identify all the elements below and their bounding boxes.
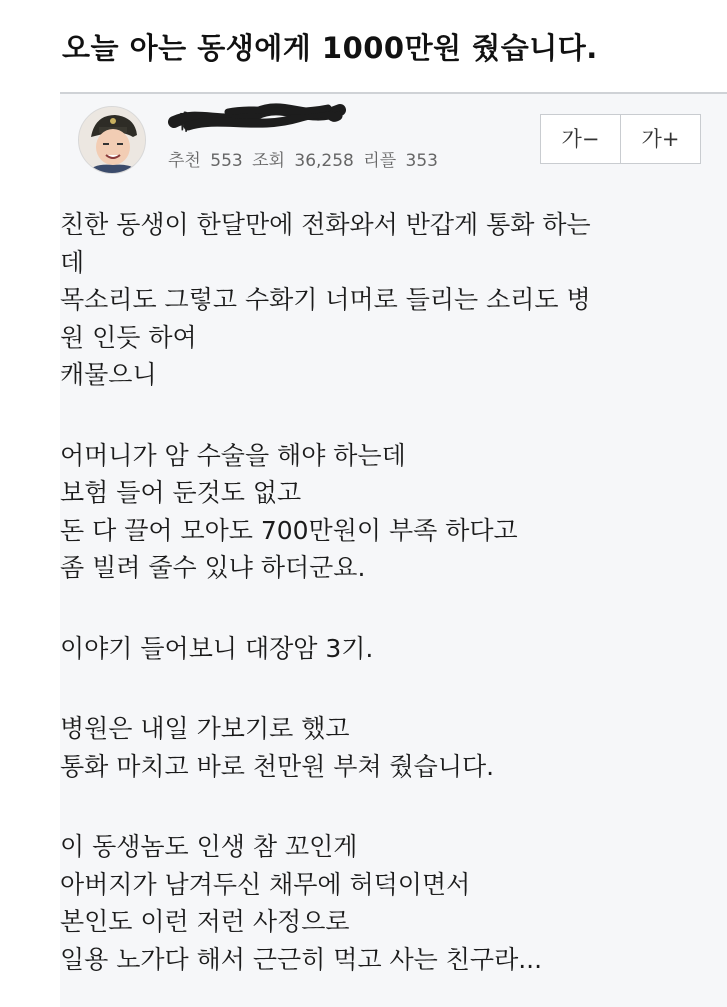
paragraph <box>60 630 720 668</box>
text-line: 친한 동생이 한달만에 전화와서 반갑게 통화 하는 <box>60 210 591 239</box>
paragraph-gap <box>60 394 720 437</box>
paragraph <box>60 437 720 587</box>
text-line: 일용 노가다 해서 근근히 먹고 사는 친구라... <box>60 944 543 974</box>
paragraph-gap <box>60 587 720 630</box>
font-increase-button[interactable]: 가+ <box>620 115 700 163</box>
text-line: 돈 다 끌어 모아도 700만원이 부족 하다고 <box>60 515 518 545</box>
text-line: 병원은 내일 가보기로 했고 <box>60 714 350 743</box>
recommend-label: 추천 <box>168 151 201 171</box>
text-line: 원 인듯 하여 <box>60 322 197 352</box>
redaction-scribble <box>168 102 346 136</box>
post-container <box>60 94 727 1007</box>
text-line: 통화 마치고 바로 천만원 부쳐 줬습니다. <box>60 751 495 781</box>
paragraph <box>60 710 720 785</box>
replies-label: 리플 <box>363 151 397 171</box>
post-title: 오늘 아는 동생에게 1000만원 줬습니다. <box>62 31 598 65</box>
paragraph <box>60 206 720 394</box>
text-line: 이 동생놈도 인생 참 꼬인게 <box>60 832 358 861</box>
font-decrease-button[interactable]: 가− <box>561 127 600 151</box>
text-line: 이야기 들어보니 대장암 3기. <box>60 633 374 663</box>
text-line: 좀 빌려 줄수 있냐 하더군요. <box>60 553 366 582</box>
author-name[interactable]: 애 <box>170 110 190 134</box>
text-line: 캐물으니 <box>60 360 157 389</box>
post-body <box>60 206 720 978</box>
post-stats <box>168 146 442 171</box>
text-line: 본인도 이런 저런 사정으로 <box>60 907 350 936</box>
recommend-count: 553 <box>210 151 243 171</box>
views-label: 조회 <box>252 151 285 171</box>
text-line: 아버지가 남겨두신 채무에 허덕이면서 <box>60 869 471 899</box>
text-line: 보험 들어 둔것도 없고 <box>60 478 302 507</box>
post-meta <box>60 94 727 194</box>
avatar-photo <box>79 107 145 173</box>
paragraph-gap <box>60 785 720 828</box>
font-size-controls <box>540 114 701 164</box>
replies-count: 353 <box>405 151 438 171</box>
text-line: 목소리도 그렇고 수화기 너머로 들리는 소리도 병 <box>60 285 591 314</box>
avatar[interactable] <box>78 106 146 174</box>
title-bar <box>0 0 727 92</box>
text-line: 데 <box>60 247 85 277</box>
paragraph-gap <box>60 667 720 710</box>
paragraph <box>60 828 720 978</box>
views-count: 36,258 <box>294 151 354 171</box>
text-line: 어머니가 암 수술을 해야 하는데 <box>60 440 406 470</box>
